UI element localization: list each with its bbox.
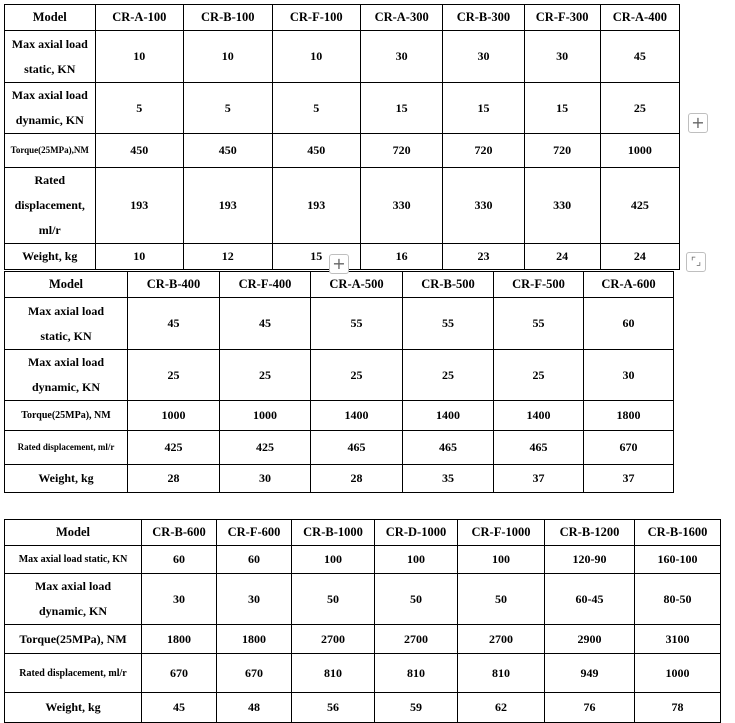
value-cell: 810 [458, 654, 545, 693]
value-cell: 50 [375, 574, 458, 625]
row-label-cell [5, 654, 142, 693]
row-label-line: static, KN [24, 61, 76, 76]
value-cell: 15 [272, 244, 360, 270]
header-cell-model-name: CR-B-1000 [292, 520, 375, 546]
value-cell: 15 [524, 83, 600, 134]
value-cell: 25 [128, 350, 220, 401]
row-label-cell [5, 465, 128, 493]
value-cell: 425 [128, 431, 220, 465]
header-cell-model-name: CR-A-500 [311, 272, 403, 298]
value-cell: 2700 [458, 625, 545, 654]
value-cell: 193 [184, 168, 272, 244]
value-cell: 2900 [545, 625, 635, 654]
value-cell: 16 [361, 244, 443, 270]
row-label-line: Rated [34, 173, 66, 187]
row-label-line: dynamic, KN [15, 113, 84, 127]
value-cell: 45 [600, 31, 679, 83]
header-cell-model-name: CR-B-100 [184, 5, 272, 31]
header-cell-model-name: CR-B-400 [128, 272, 220, 298]
header-cell-model-name: CR-B-500 [403, 272, 494, 298]
value-cell: 3100 [635, 625, 721, 654]
value-cell: 37 [494, 465, 584, 493]
table-row [5, 546, 721, 574]
value-cell: 450 [184, 134, 272, 168]
value-cell: 120-90 [545, 546, 635, 574]
value-cell: 100 [292, 546, 375, 574]
value-cell: 30 [361, 31, 443, 83]
table-row [5, 465, 674, 493]
row-label-cell [5, 83, 96, 134]
row-label-line: Max axial load [11, 88, 88, 102]
value-cell: 193 [272, 168, 360, 244]
value-cell: 30 [220, 465, 311, 493]
value-cell: 48 [217, 693, 292, 723]
value-cell: 949 [545, 654, 635, 693]
value-cell: 450 [272, 134, 360, 168]
value-cell: 810 [292, 654, 375, 693]
value-cell: 24 [524, 244, 600, 270]
value-cell: 37 [584, 465, 674, 493]
table-row [5, 298, 674, 350]
value-cell: 80-50 [635, 574, 721, 625]
value-cell: 60-45 [545, 574, 635, 625]
expand-table-button[interactable]: ⌜⌟ [686, 252, 706, 272]
value-cell: 30 [443, 31, 524, 83]
value-cell: 425 [220, 431, 311, 465]
value-cell: 1000 [220, 401, 311, 431]
value-cell: 720 [524, 134, 600, 168]
table-row [5, 134, 680, 168]
value-cell: 15 [361, 83, 443, 134]
value-cell: 56 [292, 693, 375, 723]
value-cell: 60 [217, 546, 292, 574]
value-cell: 720 [443, 134, 524, 168]
header-cell-model-name: CR-B-300 [443, 5, 524, 31]
row-label-cell [5, 298, 128, 350]
value-cell: 30 [142, 574, 217, 625]
row-label-line: Weight, kg [38, 471, 94, 485]
value-cell: 160-100 [635, 546, 721, 574]
row-label-line: dynamic, KN [38, 604, 107, 618]
row-label-line: Rated displacement, ml/r [19, 667, 127, 679]
table-row [5, 401, 674, 431]
value-cell: 25 [494, 350, 584, 401]
value-cell: 330 [443, 168, 524, 244]
table-row [5, 168, 680, 244]
value-cell: 1000 [635, 654, 721, 693]
value-cell: 1800 [142, 625, 217, 654]
value-cell: 670 [142, 654, 217, 693]
value-cell: 76 [545, 693, 635, 723]
row-label-line: Rated displacement, ml/r [17, 442, 115, 452]
row-label-cell [5, 401, 128, 431]
row-label-line: Torque(25MPa), NM [21, 410, 111, 421]
row-label-line: Max axial load [11, 36, 88, 51]
value-cell: 330 [361, 168, 443, 244]
value-cell: 25 [403, 350, 494, 401]
row-label-line: Max axial load [27, 303, 104, 318]
header-cell-model-name: CR-A-100 [95, 5, 183, 31]
row-label-line: Torque(25MPa), NM [19, 631, 127, 646]
row-label-cell [5, 134, 96, 168]
value-cell: 55 [403, 298, 494, 350]
value-cell: 2700 [292, 625, 375, 654]
value-cell: 1000 [600, 134, 679, 168]
row-label-line: Max axial load static, KN [18, 554, 128, 565]
row-label-line: dynamic, KN [31, 380, 100, 394]
value-cell: 45 [128, 298, 220, 350]
row-label-cell [5, 693, 142, 723]
value-cell: 25 [220, 350, 311, 401]
row-label-cell [5, 574, 142, 625]
value-cell: 45 [142, 693, 217, 723]
header-cell-model-name: CR-A-600 [584, 272, 674, 298]
row-label-cell [5, 546, 142, 574]
value-cell: 465 [494, 431, 584, 465]
add-row-button[interactable]: + [329, 254, 349, 274]
header-cell-model-name: CR-B-600 [142, 520, 217, 546]
row-label-cell [5, 431, 128, 465]
value-cell: 28 [311, 465, 403, 493]
row-label-line: displacement, ml/r [14, 198, 85, 237]
row-label-cell [5, 31, 96, 83]
value-cell: 5 [272, 83, 360, 134]
value-cell: 50 [458, 574, 545, 625]
table-row [5, 431, 674, 465]
header-cell-model: Model [5, 520, 142, 546]
row-label-cell [5, 244, 96, 270]
header-cell-model-name: CR-A-300 [361, 5, 443, 31]
value-cell: 465 [403, 431, 494, 465]
value-cell: 1000 [128, 401, 220, 431]
value-cell: 100 [458, 546, 545, 574]
value-cell: 1400 [311, 401, 403, 431]
value-cell: 1400 [494, 401, 584, 431]
value-cell: 23 [443, 244, 524, 270]
value-cell: 670 [217, 654, 292, 693]
value-cell: 30 [584, 350, 674, 401]
value-cell: 55 [494, 298, 584, 350]
value-cell: 12 [184, 244, 272, 270]
table-row [5, 350, 674, 401]
value-cell: 10 [95, 31, 183, 83]
row-label-cell [5, 350, 128, 401]
value-cell: 465 [311, 431, 403, 465]
value-cell: 45 [220, 298, 311, 350]
value-cell: 450 [95, 134, 183, 168]
header-cell-model-name: CR-F-300 [524, 5, 600, 31]
value-cell: 2700 [375, 625, 458, 654]
value-cell: 10 [184, 31, 272, 83]
value-cell: 59 [375, 693, 458, 723]
value-cell: 5 [184, 83, 272, 134]
header-cell-model-name: CR-F-400 [220, 272, 311, 298]
value-cell: 10 [95, 244, 183, 270]
spec-table-2 [4, 271, 674, 493]
row-label-line: Max axial load [27, 355, 104, 369]
header-cell-model-name: CR-F-100 [272, 5, 360, 31]
value-cell: 24 [600, 244, 679, 270]
value-cell: 28 [128, 465, 220, 493]
value-cell: 25 [311, 350, 403, 401]
value-cell: 100 [375, 546, 458, 574]
value-cell: 15 [443, 83, 524, 134]
header-cell-model-name: CR-F-600 [217, 520, 292, 546]
value-cell: 1800 [217, 625, 292, 654]
row-label-line: Weight, kg [45, 700, 101, 714]
header-cell-model-name: CR-F-1000 [458, 520, 545, 546]
table-row [5, 31, 680, 83]
value-cell: 30 [524, 31, 600, 83]
value-cell: 720 [361, 134, 443, 168]
table-row [5, 574, 721, 625]
spec-table-1 [4, 4, 680, 270]
row-label-line: Max axial load [34, 579, 111, 593]
spec-table-3 [4, 519, 721, 723]
value-cell: 193 [95, 168, 183, 244]
header-row [5, 272, 674, 298]
value-cell: 30 [217, 574, 292, 625]
table-row [5, 693, 721, 723]
value-cell: 1400 [403, 401, 494, 431]
value-cell: 425 [600, 168, 679, 244]
header-cell-model-name: CR-B-1200 [545, 520, 635, 546]
value-cell: 670 [584, 431, 674, 465]
add-column-button[interactable]: + [688, 113, 708, 133]
value-cell: 1800 [584, 401, 674, 431]
value-cell: 60 [142, 546, 217, 574]
value-cell: 810 [375, 654, 458, 693]
table-row [5, 625, 721, 654]
value-cell: 50 [292, 574, 375, 625]
value-cell: 55 [311, 298, 403, 350]
value-cell: 62 [458, 693, 545, 723]
table-row [5, 654, 721, 693]
value-cell: 330 [524, 168, 600, 244]
row-label-cell [5, 625, 142, 654]
value-cell: 25 [600, 83, 679, 134]
header-cell-model-name: CR-F-500 [494, 272, 584, 298]
header-cell-model: Model [5, 272, 128, 298]
value-cell: 5 [95, 83, 183, 134]
row-label-line: static, KN [40, 328, 92, 343]
value-cell: 35 [403, 465, 494, 493]
header-row [5, 5, 680, 31]
row-label-line: Weight, kg [22, 249, 78, 263]
table-row [5, 83, 680, 134]
value-cell: 78 [635, 693, 721, 723]
value-cell: 60 [584, 298, 674, 350]
header-cell-model-name: CR-D-1000 [375, 520, 458, 546]
header-cell-model-name: CR-B-1600 [635, 520, 721, 546]
row-label-line: Torque(25MPa),NM [10, 145, 89, 155]
value-cell: 10 [272, 31, 360, 83]
header-row [5, 520, 721, 546]
header-cell-model: Model [5, 5, 96, 31]
header-cell-model-name: CR-A-400 [600, 5, 679, 31]
row-label-cell [5, 168, 96, 244]
